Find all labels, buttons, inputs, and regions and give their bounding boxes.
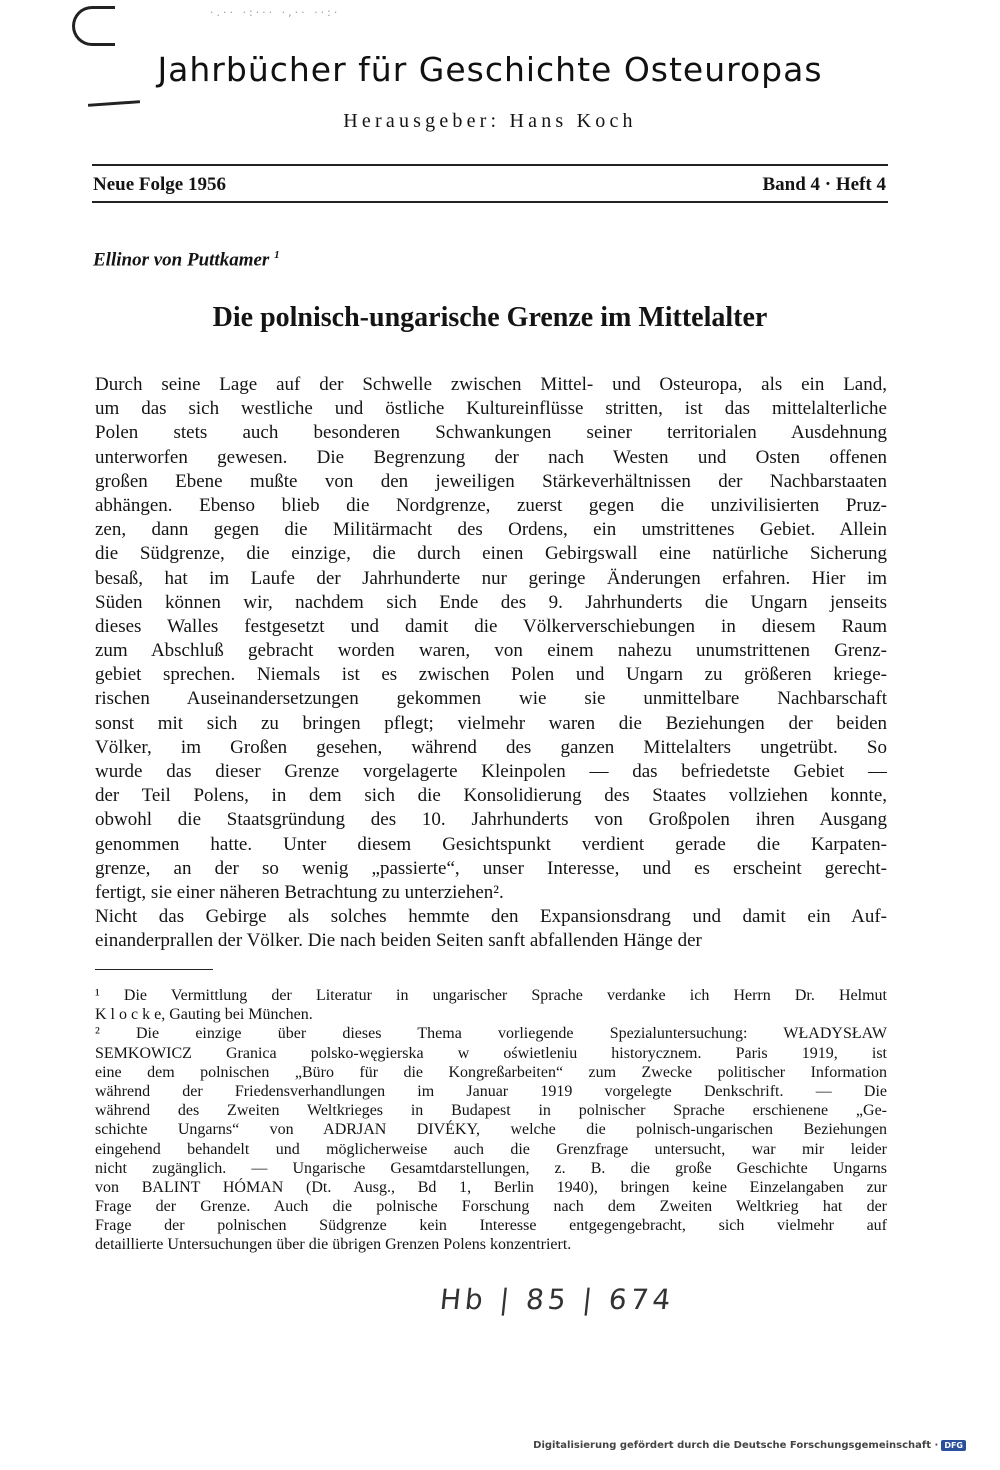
footnote-line: Frage der polnischen Südgrenze kein Interesse entgegengebracht, sich vielmehr auf	[95, 1217, 887, 1235]
footnotes	[95, 986, 887, 1255]
body-line: Völker, im Großen gesehen, während des ganzen Mittelalters ungetrübt. So	[95, 736, 887, 758]
body-line: genommen hatte. Unter diesem Gesichtspunkt verdient gerade die Karpaten-	[95, 833, 887, 855]
body-line: fertigt, sie einer näheren Betrachtung zu unterziehen².	[95, 881, 504, 903]
footnote-line: detaillierte Untersuchungen über die übrigen Grenzen Polens konzentriert.	[95, 1236, 572, 1254]
credit-text: Digitalisierung gefördert durch die Deutsche Forschungsgemeinschaft ·	[533, 1440, 939, 1451]
scan-bracket-mark	[72, 6, 115, 46]
body-line: grenze, an der so wenig „passierte“, unser Interesse, und es erscheint gerecht-	[95, 857, 887, 879]
footnote-line: Frage der Grenze. Auch die polnische Forschung nach dem Zweiten Weltkrieg hat der	[95, 1198, 887, 1216]
body-line: obwohl die Staatsgründung des 10. Jahrhunderts von Großpolen ihren Ausgang	[95, 809, 887, 831]
footnote-line: K l o c k e, Gauting bei München.	[95, 1006, 313, 1024]
body-line: die Südgrenze, die einzige, die durch einen Gebirgswall eine natürliche Sicherung	[95, 543, 887, 565]
body-line: besaß, hat im Laufe der Jahrhunderte nur geringe Änderungen erfahren. Hier im	[95, 567, 887, 589]
body-line: großen Ebene mußte von den jeweiligen Stärkeverhältnissen der Nachbarstaaten	[95, 470, 887, 492]
footnote-line: eine dem polnischen „Büro für die Kongreßarbeiten“ zum Zwecke politischer Information	[95, 1063, 887, 1081]
footnote-line: SEMKOWICZ Granica polsko-węgierska w oświetleniu historycznem. Paris 1919, ist	[95, 1044, 887, 1062]
body-line: gebiet sprechen. Niemals ist es zwischen Polen und Ungarn zu größeren kriege-	[95, 664, 887, 686]
header-rule-top	[92, 164, 888, 166]
footnote-line: eingehend behandelt und möglicherweise auch die Grenzfrage untersucht, war mir leider	[95, 1140, 887, 1158]
body-line: sonst mit sich zu bringen pflegt; vielmehr waren die Beziehungen der beiden	[95, 712, 887, 734]
body-line: abhängen. Ebenso blieb die Nordgrenze, zuerst gegen die unzivilisierten Pruz-	[95, 494, 887, 516]
body-line: Polen stets auch besonderen Schwankungen seiner territorialen Ausdehnung	[95, 422, 887, 444]
footnote-line: während des Zweiten Weltkrieges in Budapest in polnischer Sprache erschienene „Ge-	[95, 1102, 887, 1120]
handwritten-underline-mark	[88, 100, 140, 107]
handwritten-shelfmark: Hb | 85 | 674	[438, 1283, 677, 1316]
body-line: unterworfen gewesen. Die Begrenzung der nach Westen und Osten offenen	[95, 446, 887, 468]
footnote-separator	[95, 969, 213, 970]
body-line: wurde das dieser Grenze vorgelagerte Kleinpolen — das befriedetste Gebiet —	[95, 761, 887, 782]
editor-line: Herausgeber: Hans Koch	[343, 110, 637, 132]
scan-noise-text: ·.·· ·:··· ·,·· ··:·	[210, 6, 341, 19]
digitization-credit	[533, 1440, 966, 1451]
article-author	[93, 249, 280, 271]
article-title: Die polnisch-ungarische Grenze im Mittelalter	[212, 302, 768, 333]
author-name: Ellinor von Puttkamer	[93, 249, 270, 271]
body-line: um das sich westliche und östliche Kultureinflüsse stritten, ist das mittelalterliche	[95, 398, 887, 420]
footnote-line: nicht zugänglich. — Ungarische Gesamtdarstellungen, z. B. die große Geschichte Ungarns	[95, 1159, 887, 1177]
footnote-line: während der Friedensverhandlungen im Januar 1919 vorgelegte Denkschrift. — Die	[95, 1082, 887, 1100]
body-line: dieses Walles festgesetzt und damit die Völkerverschiebungen in diesem Raum	[95, 615, 887, 637]
body-line: Süden können wir, nachdem sich Ende des 9. Jahrhunderts die Ungarn jenseits	[95, 591, 887, 613]
body-line: einanderprallen der Völker. Die nach beiden Seiten sanft abfallenden Hänge der	[95, 930, 702, 952]
series-label: Neue Folge 1956	[93, 174, 226, 195]
footnote-line: von BALINT HÓMAN (Dt. Ausg., Bd 1, Berlin 1940), bringen keine Einzelangaben zur	[95, 1178, 887, 1196]
journal-title: Jahrbücher für Geschichte Osteuropas	[157, 50, 823, 89]
body-line: der Teil Polens, in dem sich die Konsolidierung des Staates vollziehen konnte,	[95, 785, 887, 807]
header-rule-bottom	[92, 201, 888, 203]
dfg-logo-badge: DFG	[941, 1440, 966, 1451]
body-line: zum Abschluß gebracht worden waren, von einem nahezu unumstrittenen Grenz-	[95, 640, 887, 662]
author-footnote-mark: 1	[274, 249, 280, 261]
body-line: zen, dann gegen die Militärmacht des Ordens, ein umstrittenes Gebiet. Allein	[95, 519, 887, 541]
volume-issue-label: Band 4 · Heft 4	[762, 174, 886, 195]
body-line: rischen Auseinandersetzungen gekommen wie sie unmittelbare Nachbarschaft	[95, 688, 887, 710]
article-body	[95, 373, 887, 954]
footnote-line: ¹ Die Vermittlung der Literatur in ungarischer Sprache verdanke ich Herrn Dr. Helmut	[95, 987, 887, 1004]
body-line: Durch seine Lage auf der Schwelle zwischen Mittel- und Osteuropa, als ein Land,	[95, 374, 887, 395]
footnote-line: schichte Ungarns“ von ADRJAN DIVÉKY, welche die polnisch-ungarischen Beziehungen	[95, 1121, 887, 1139]
body-line: Nicht das Gebirge als solches hemmte den Expansionsdrang und damit ein Auf-	[95, 906, 887, 928]
footnote-line: ² Die einzige über dieses Thema vorliegende Spezialuntersuchung: WŁADYSŁAW	[95, 1025, 887, 1043]
